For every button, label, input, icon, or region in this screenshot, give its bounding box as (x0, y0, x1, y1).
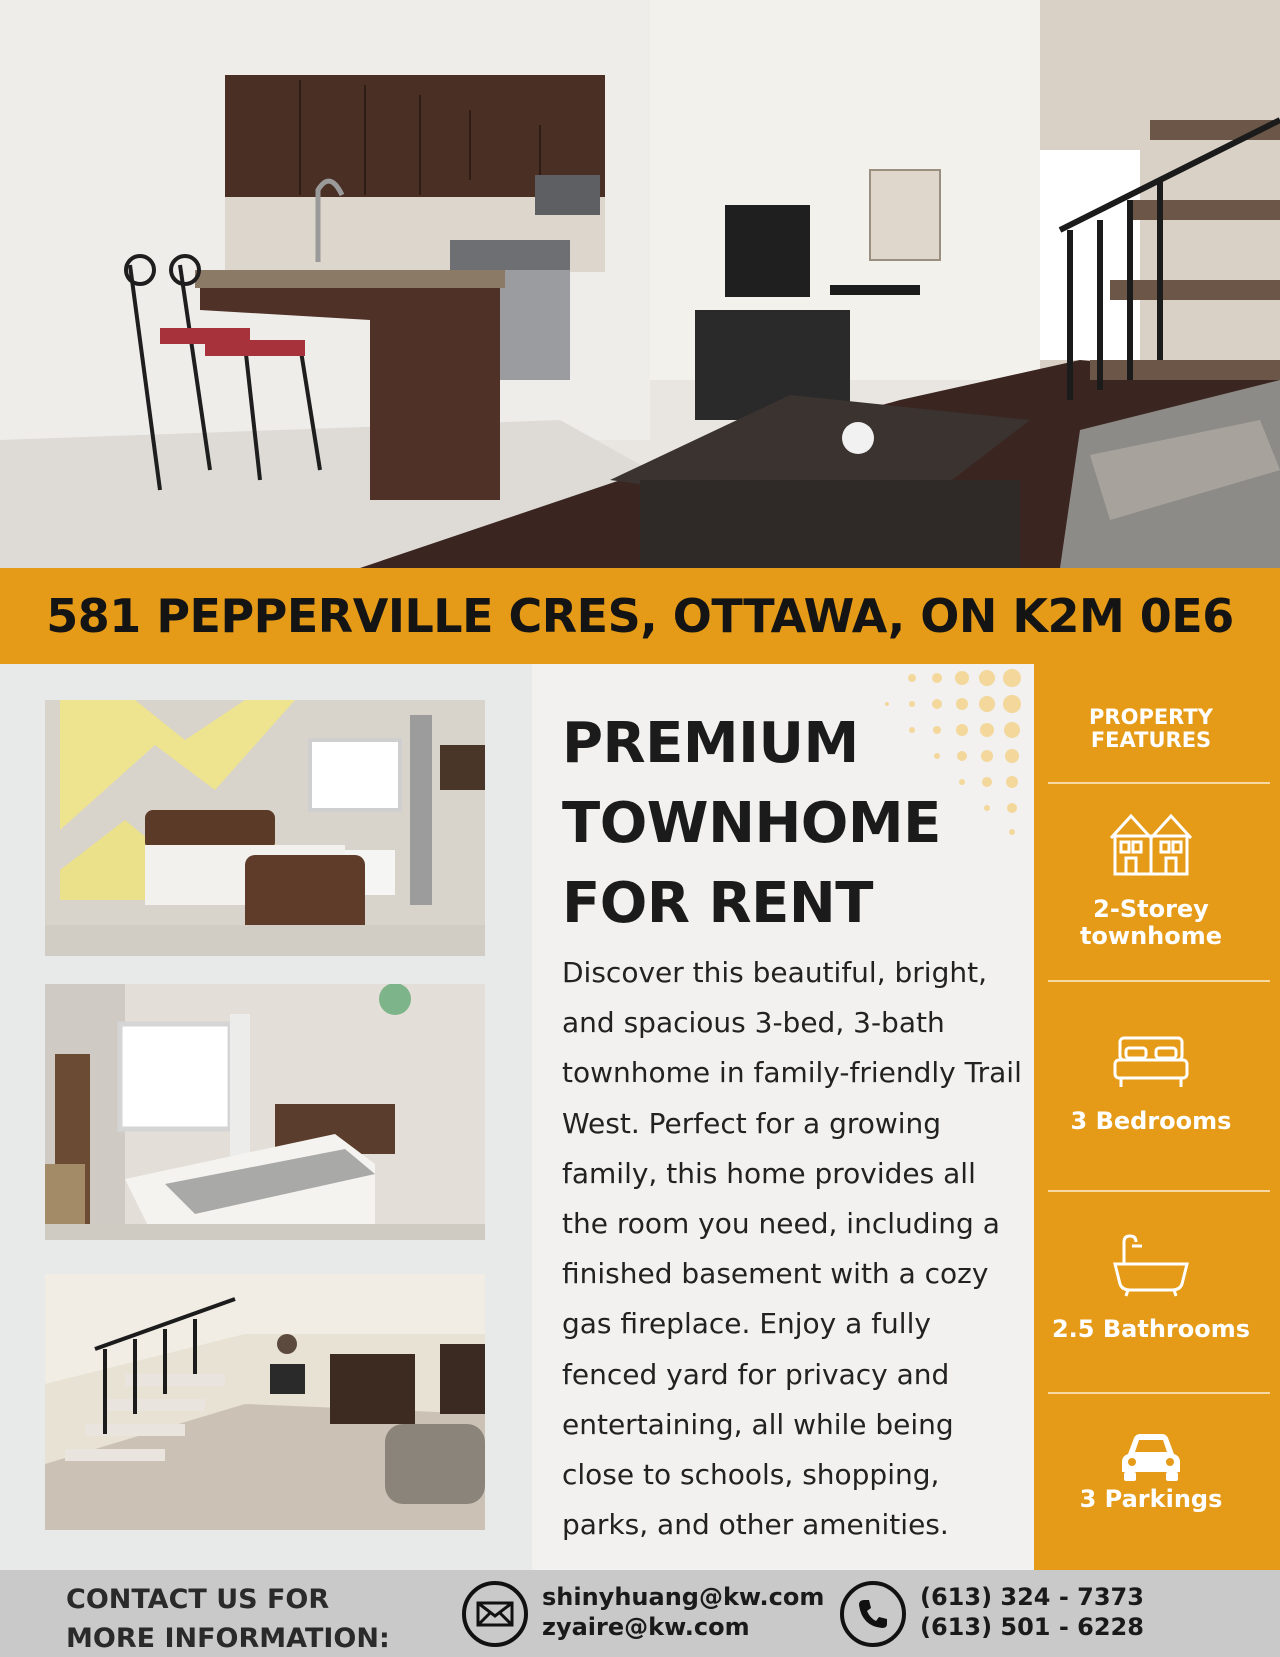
contact-label-line-1: CONTACT US FOR (66, 1584, 330, 1615)
headline-line-2: TOWNHOME (562, 791, 941, 856)
main-content (0, 664, 1280, 1570)
email-icon (462, 1581, 528, 1647)
property-description: Discover this beautiful, bright, and spacious 3-bed, 3-bath townhome in family-friendly Trail West. Perfect for a growing family, this home provides all the room you need, including a finished basement with a cozy gas fireplace. Enjoy a fully fenced yard for privacy and entertaining, all while being close to schools, shopping, parks, and other amenities. (562, 956, 1022, 1542)
townhouse-icon (1034, 812, 1268, 876)
contact-label (66, 1580, 390, 1657)
feature-bedrooms: 3 Bedrooms (1070, 1107, 1232, 1135)
bedroom-photo-2 (45, 984, 485, 1240)
phone-link[interactable]: (613) 501 - 6228 (920, 1613, 1144, 1641)
bed-icon (1034, 1034, 1268, 1090)
hero-photo (0, 0, 1280, 568)
email-link[interactable]: shinyhuang@kw.com (542, 1583, 825, 1611)
features-title (1034, 706, 1268, 752)
divider (1048, 1190, 1270, 1192)
bathtub-icon (1034, 1234, 1268, 1298)
phone-list (920, 1582, 1144, 1642)
feature-storey-line-1: 2-Storey (1093, 895, 1209, 923)
bedroom-photo-1 (45, 700, 485, 956)
feature-parkings: 3 Parkings (1079, 1485, 1223, 1513)
email-list (542, 1582, 824, 1642)
feature-storey-line-2: townhome (1079, 922, 1223, 950)
headline-line-1: PREMIUM (562, 711, 859, 776)
photo-column (0, 664, 532, 1570)
phone-icon (840, 1581, 906, 1647)
headline (562, 704, 982, 944)
property-features-panel (1034, 664, 1280, 1570)
features-title-line-1: PROPERTY (1089, 705, 1213, 729)
contact-label-line-2: MORE INFORMATION: (66, 1623, 390, 1654)
feature-storey (1034, 896, 1268, 950)
property-address: 581 PEPPERVILLE CRES, OTTAWA, ON K2M 0E6 (46, 589, 1234, 643)
description-column (532, 664, 1034, 1570)
address-banner (0, 568, 1280, 664)
headline-line-3: FOR RENT (562, 871, 873, 936)
divider (1048, 782, 1270, 784)
divider (1048, 980, 1270, 982)
contact-footer (0, 1570, 1280, 1657)
features-title-line-2: FEATURES (1090, 728, 1212, 752)
divider (1048, 1392, 1270, 1394)
email-link[interactable]: zyaire@kw.com (542, 1613, 750, 1641)
basement-photo (45, 1274, 485, 1530)
car-icon (1034, 1432, 1268, 1482)
feature-bathrooms: 2.5 Bathrooms (1051, 1315, 1251, 1343)
phone-link[interactable]: (613) 324 - 7373 (920, 1583, 1144, 1611)
